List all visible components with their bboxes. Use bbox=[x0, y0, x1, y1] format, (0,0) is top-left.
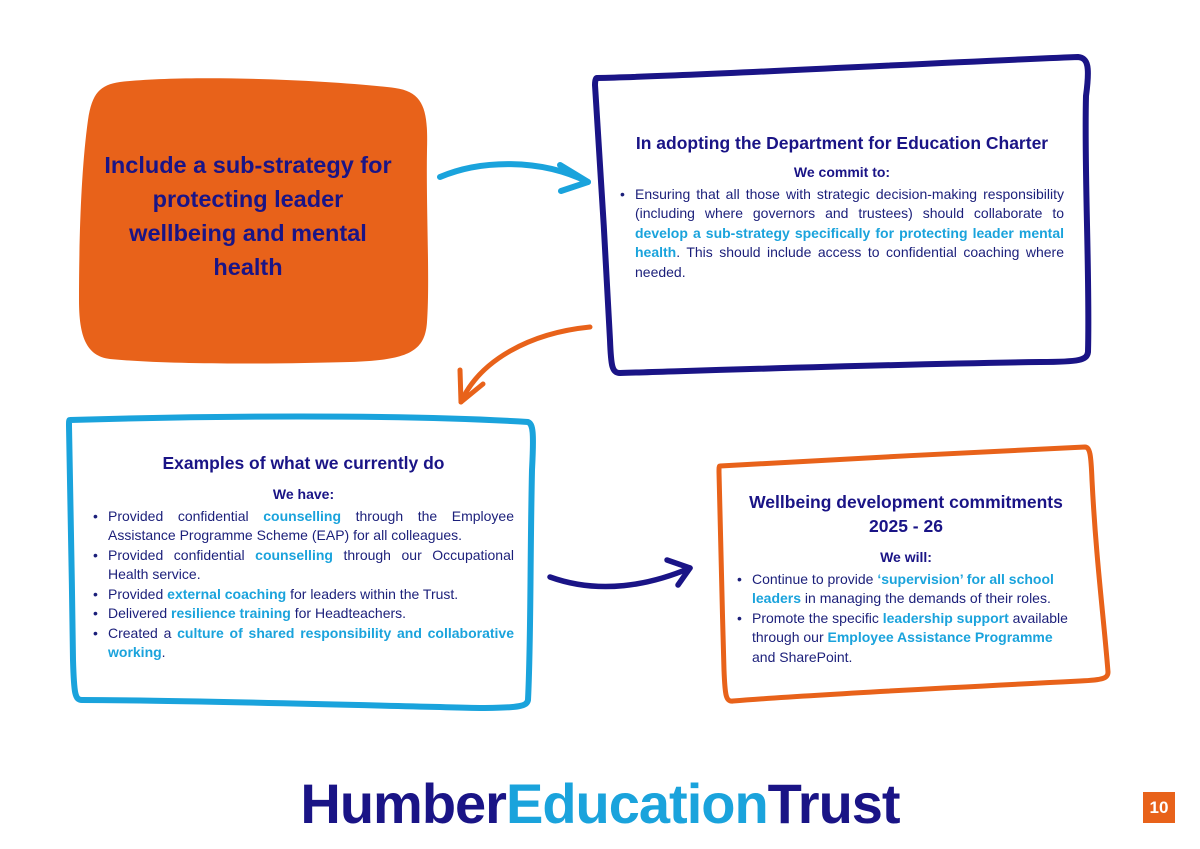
item-text: for Headteachers. bbox=[290, 605, 407, 621]
item-text: Delivered bbox=[108, 605, 172, 621]
item-text: in managing the demands of their roles. bbox=[801, 590, 1051, 606]
item-text: . bbox=[161, 644, 166, 660]
charter-title: In adopting the Department for Education Charter bbox=[635, 133, 1049, 153]
arrow-to-charter bbox=[440, 164, 588, 191]
list-item bbox=[93, 507, 514, 546]
arrow-to-current bbox=[460, 327, 590, 402]
current-practice-box bbox=[93, 451, 514, 663]
item-text: for leaders within the Trust. bbox=[286, 585, 459, 602]
item-text: Ensuring that all those with strategic decision-making responsibility (including where governors and trustees) should collaborate to bbox=[635, 185, 1064, 221]
current-list bbox=[93, 507, 514, 663]
item-highlight: leadership support bbox=[882, 609, 1009, 626]
commitments-box bbox=[737, 490, 1075, 667]
commit-title-line1: Wellbeing development commitments bbox=[749, 492, 1063, 512]
item-text: Created a bbox=[108, 624, 178, 641]
list-item bbox=[93, 585, 514, 605]
item-highlight: ‘supervision’ for all school leaders bbox=[752, 570, 1054, 606]
item-highlight: external coaching bbox=[167, 585, 287, 602]
logo-part-humber: Humber bbox=[300, 772, 506, 835]
item-text: Continue to provide bbox=[752, 570, 878, 587]
item-text: Provided confidential bbox=[108, 546, 256, 563]
trust-logo bbox=[0, 773, 1200, 835]
item-highlight: counselling bbox=[255, 546, 333, 563]
item-text: Provided bbox=[108, 585, 168, 602]
item-text: Provided confidential bbox=[108, 507, 264, 524]
commit-title-line2: 2025 - 26 bbox=[869, 516, 943, 536]
item-text: . This should include access to confidential coaching where needed. bbox=[635, 244, 1064, 280]
item-text: Promote the specific bbox=[752, 609, 883, 626]
logo-part-education: Education bbox=[505, 772, 768, 835]
item-text: through our Occupational Health service. bbox=[108, 546, 514, 582]
logo-part-trust: Trust bbox=[767, 772, 900, 835]
commit-list bbox=[737, 570, 1075, 668]
item-text: available through our bbox=[752, 609, 1068, 645]
item-highlight: Employee Assistance Programme bbox=[827, 629, 1053, 645]
current-title: Examples of what we currently do bbox=[162, 453, 445, 473]
charter-lead: We commit to: bbox=[793, 164, 891, 180]
list-item bbox=[93, 604, 514, 624]
list-item bbox=[737, 570, 1075, 609]
item-highlight: counselling bbox=[263, 507, 342, 524]
commit-title bbox=[737, 490, 1075, 538]
feature-blob-text: Include a sub-strategy for protecting leader wellbeing and mental health bbox=[104, 152, 392, 280]
item-text: through the Employee Assistance Programme Scheme (EAP) for all colleagues. bbox=[108, 507, 514, 543]
list-item bbox=[93, 546, 514, 585]
charter-list bbox=[620, 185, 1064, 283]
list-item bbox=[737, 609, 1075, 668]
arrow-to-commit bbox=[550, 560, 690, 587]
item-highlight: resilience training bbox=[171, 605, 291, 621]
page-number-badge: 10 bbox=[1143, 792, 1175, 823]
current-lead: We have: bbox=[272, 486, 335, 502]
charter-box bbox=[620, 131, 1064, 282]
item-highlight: culture of shared responsibility and collaborative working bbox=[108, 624, 515, 660]
item-highlight: develop a sub-strategy specifically for protecting leader mental health bbox=[635, 224, 1064, 260]
list-item bbox=[620, 185, 1064, 283]
commit-lead: We will: bbox=[880, 549, 932, 565]
list-item bbox=[93, 624, 514, 663]
item-text: and SharePoint. bbox=[752, 648, 853, 665]
